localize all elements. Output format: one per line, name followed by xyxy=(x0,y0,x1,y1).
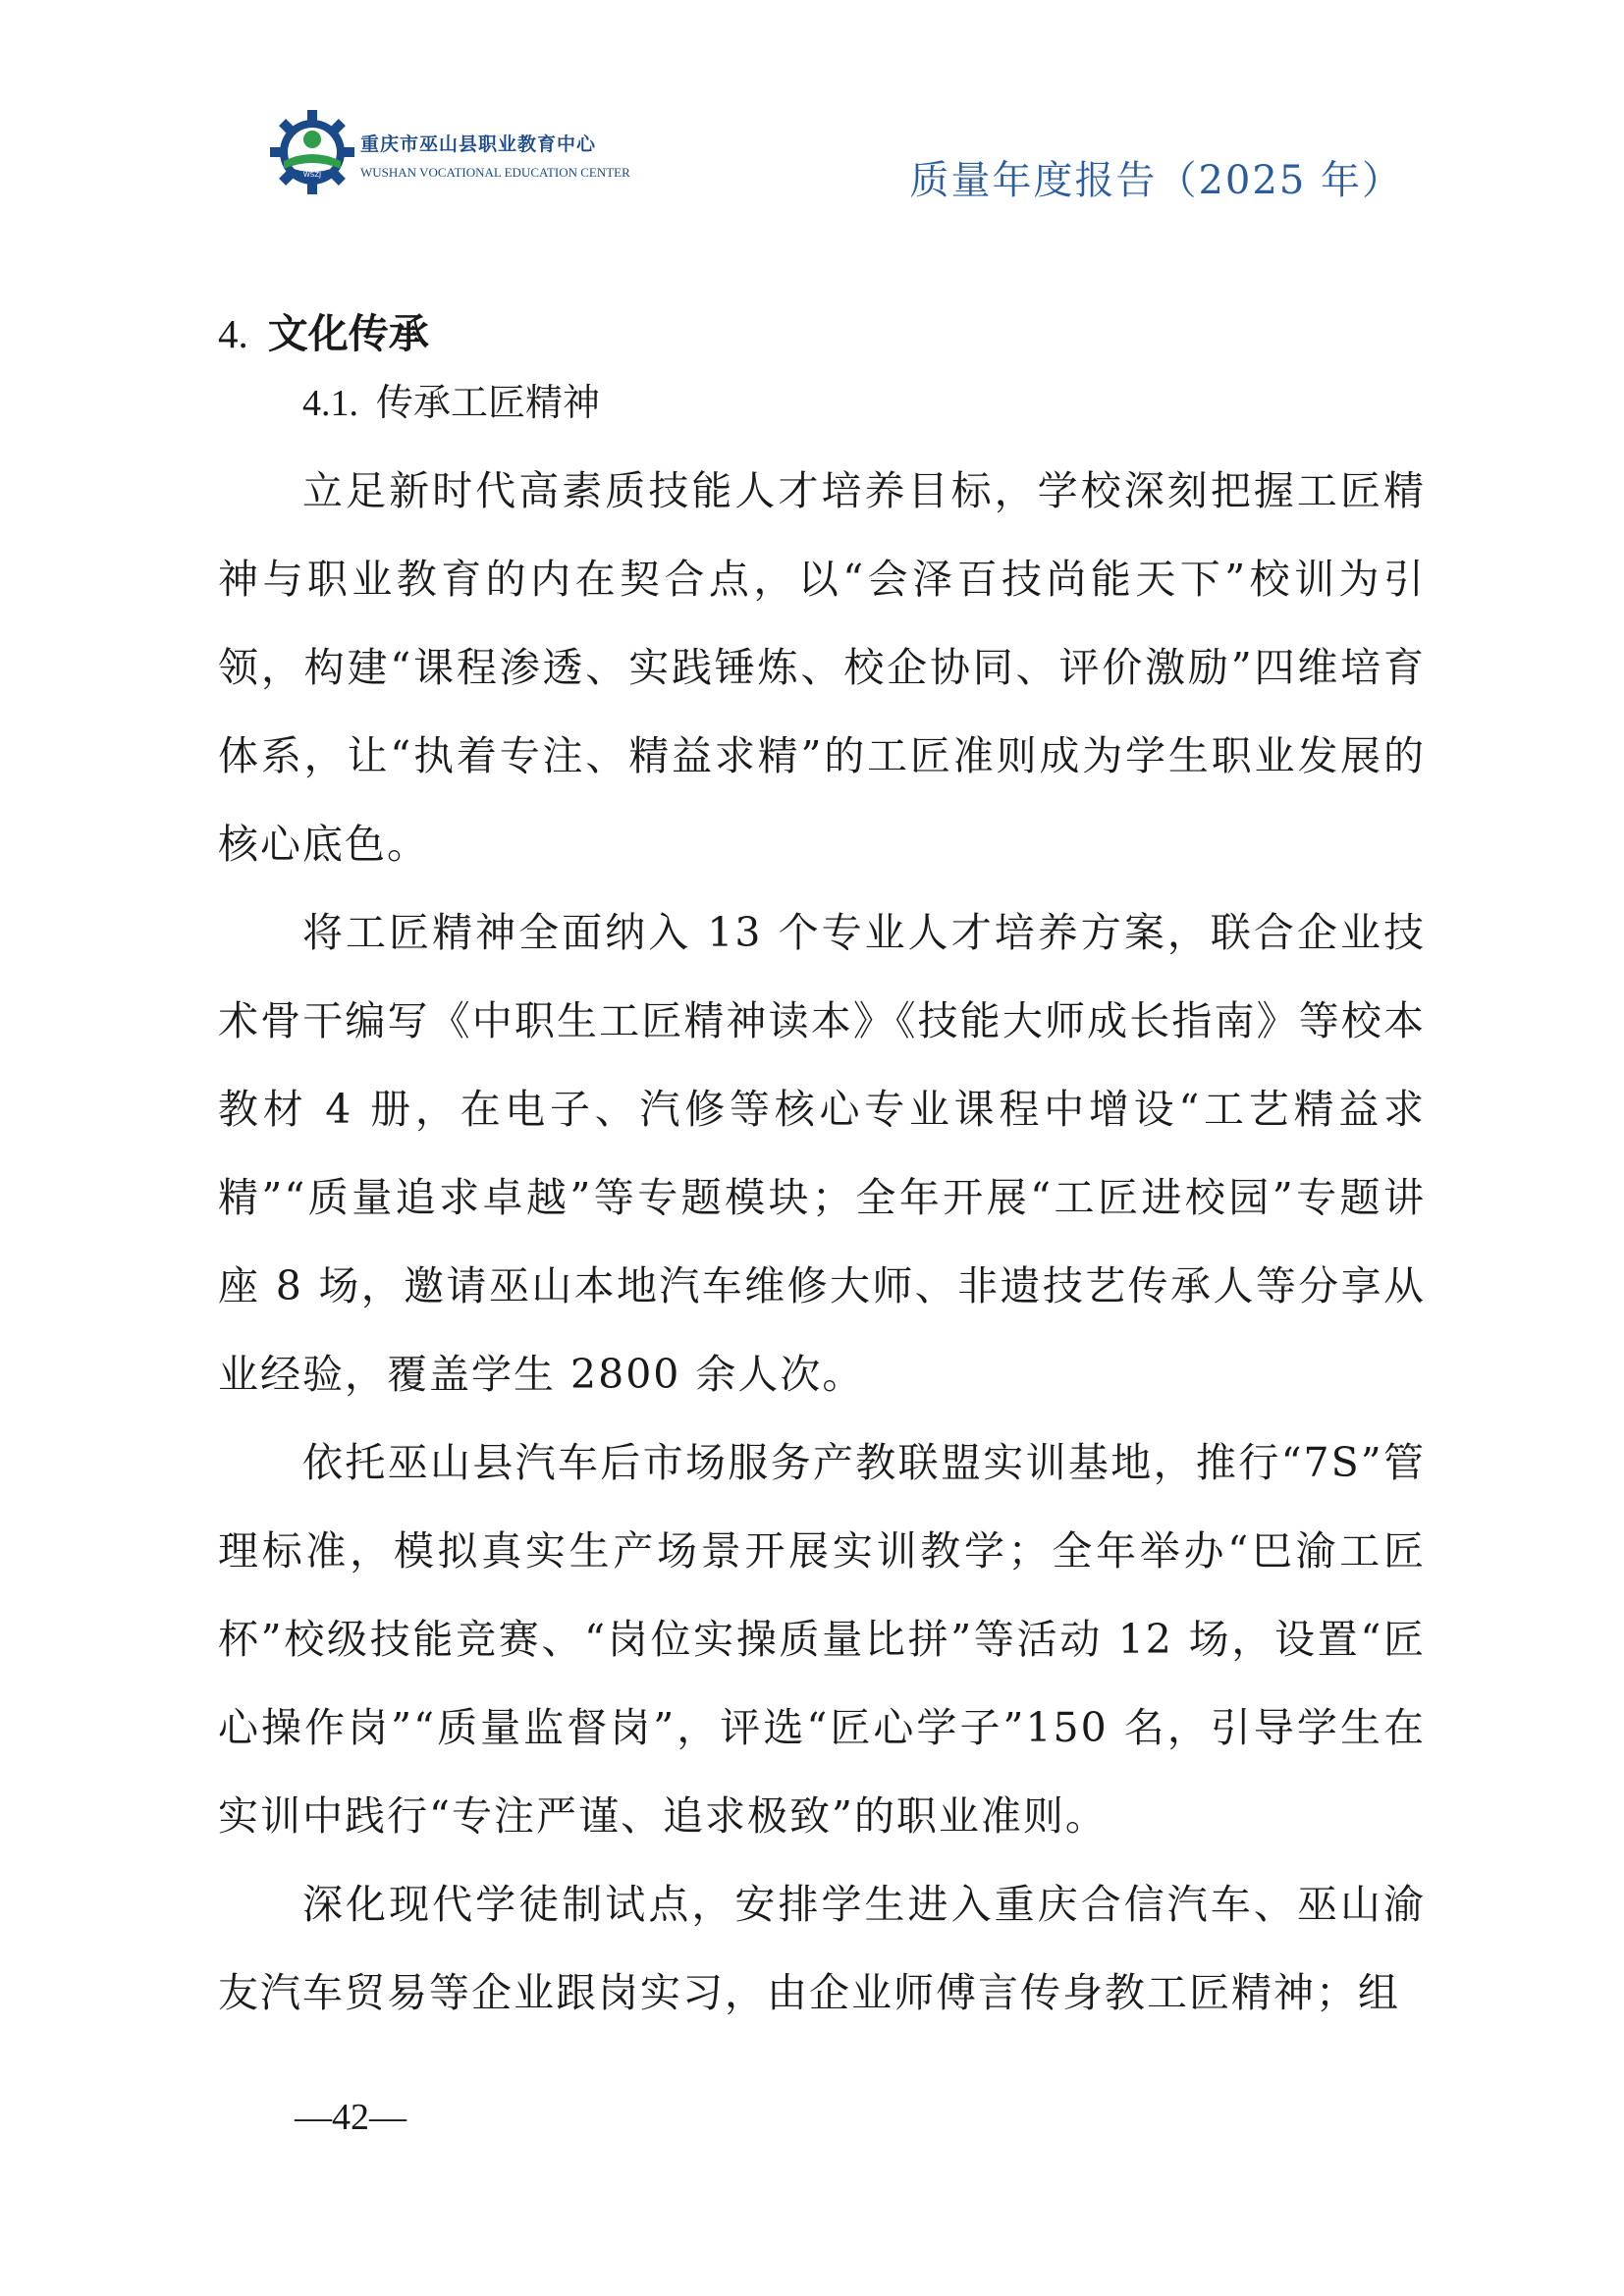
subsection-number: 4.1. xyxy=(302,383,358,424)
page-header xyxy=(0,0,1624,226)
page-number: —42— xyxy=(295,2097,406,2138)
svg-text:WSZJ: WSZJ xyxy=(302,171,322,179)
logo-english-name: WUSHAN VOCATIONAL EDUCATION CENTER xyxy=(360,165,630,180)
subsection-heading xyxy=(302,368,1426,447)
section-title: 文化传承 xyxy=(267,310,429,357)
paragraph-2: 将工匠精神全面纳入 13 个专业人才培养方案，联合企业技术骨干编写《中职生工匠精神读本》《技能大师成长指南》等校本教材 4 册，在电子、汽修等核心专业课程中增设“工艺精益求精”“质量追求卓越”等专题模块；全年开展“工匠进校园”专题讲座 8 场，邀请巫山本地汽车维修大师、非遗技艺传承人等分享从业经验，覆盖学生 2800 余人次。 xyxy=(218,909,1426,1398)
subsection-title: 传承工匠精神 xyxy=(376,381,601,424)
section-heading xyxy=(218,299,1426,368)
section-number: 4. xyxy=(218,311,248,356)
paragraph-3: 依托巫山县汽车后市场服务产教联盟实训基地，推行“7S”管理标准，模拟真实生产场景开展实训教学；全年举办“巴渝工匠杯”校级技能竞赛、“岗位实操质量比拼”等活动 12 场，设置“匠心操作岗”“质量监督岗”，评选“匠心学子”150 名，引导学生在实训中践行“专注严谨、追求极致”的职业准则。 xyxy=(218,1439,1426,1840)
report-title: 质量年度报告（2025 年） xyxy=(909,158,1403,203)
main-content xyxy=(218,299,1426,2037)
school-logo xyxy=(270,110,630,198)
logo-chinese-name: 重庆市巫山县职业教育中心 xyxy=(360,133,597,155)
paragraph-4: 深化现代学徒制试点，安排学生进入重庆合信汽车、巫山渝友汽车贸易等企业跟岗实习，由企业师傅言传身教工匠精神；组 xyxy=(218,1881,1426,2016)
gear-logo-icon xyxy=(270,110,354,194)
paragraph-1: 立足新时代高素质技能人才培养目标，学校深刻把握工匠精神与职业教育的内在契合点，以“会泽百技尚能天下”校训为引领，构建“课程渗透、实践锤炼、校企协同、评价激励”四维培育体系，让“执着专注、精益求精”的工匠准则成为学生职业发展的核心底色。 xyxy=(218,467,1426,868)
